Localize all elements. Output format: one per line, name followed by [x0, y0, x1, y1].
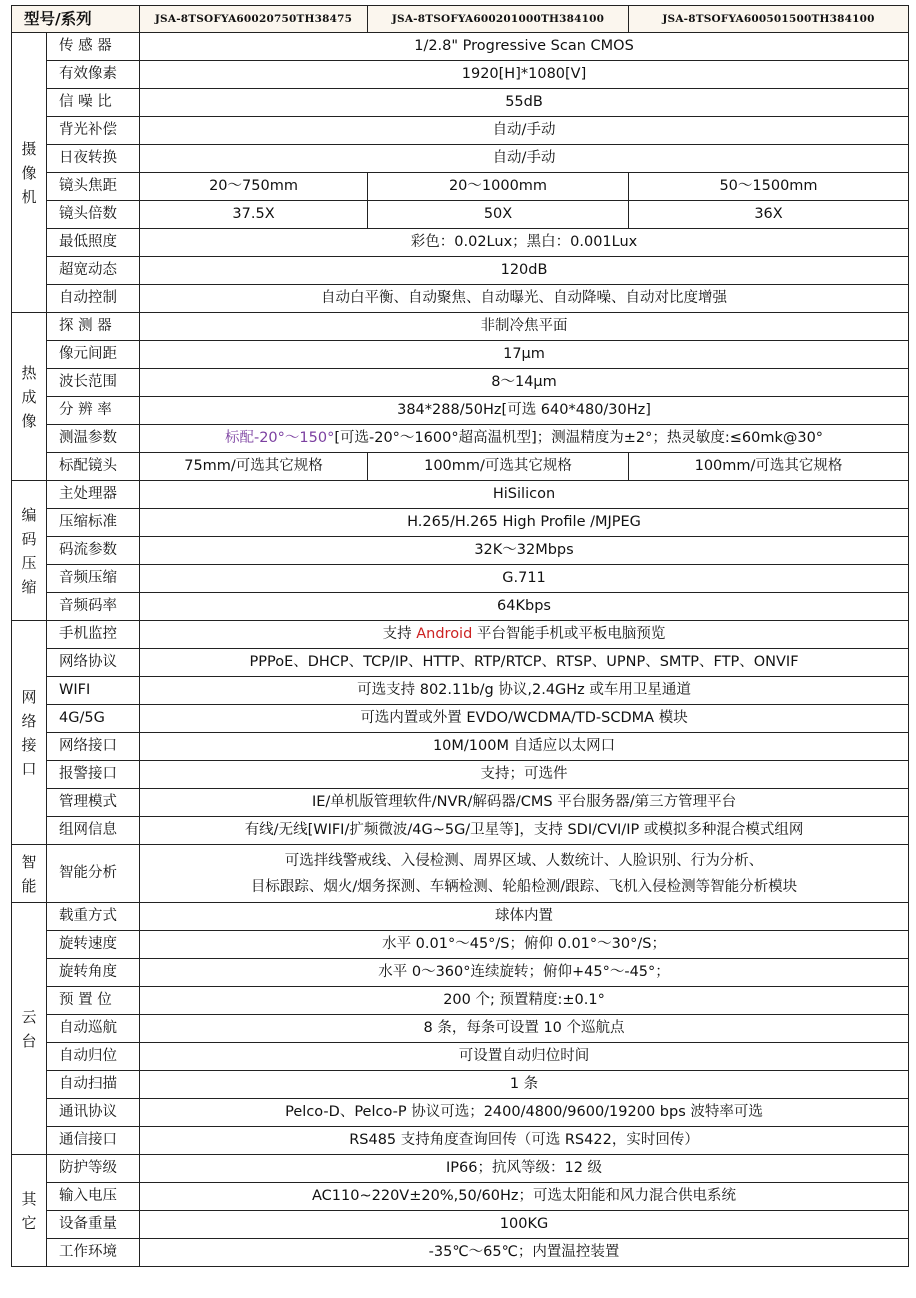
row-value-model-1: 75mm/可选其它规格	[140, 453, 368, 481]
row-label: 自动归位	[47, 1043, 140, 1071]
row-label: WIFI	[47, 677, 140, 705]
row-label: 管理模式	[47, 789, 140, 817]
table-row	[12, 1155, 909, 1183]
row-value: PPPoE、DHCP、TCP/IP、HTTP、RTP/RTCP、RTSP、UPNP、SMTP、FTP、ONVIF	[140, 649, 909, 677]
table-row	[12, 789, 909, 817]
row-value: 8～14μm	[140, 369, 909, 397]
table-row	[12, 145, 909, 173]
section-other-title: 其 它	[12, 1155, 47, 1267]
row-value: 球体内置	[140, 903, 909, 931]
row-value-model-1: 20～750mm	[140, 173, 368, 201]
table-row	[12, 425, 909, 453]
row-label: 压缩标准	[47, 509, 140, 537]
row-label: 日夜转换	[47, 145, 140, 173]
table-row	[12, 987, 909, 1015]
row-label: 手机监控	[47, 621, 140, 649]
table-row	[12, 1099, 909, 1127]
row-label: 工作环境	[47, 1239, 140, 1267]
row-value: 17μm	[140, 341, 909, 369]
row-value-model-2: 100mm/可选其它规格	[368, 453, 629, 481]
table-row	[12, 817, 909, 845]
row-value: H.265/H.265 High Profile /MJPEG	[140, 509, 909, 537]
section-encoding-title: 编 码 压 缩	[12, 481, 47, 621]
row-label: 码流参数	[47, 537, 140, 565]
table-row	[12, 1127, 909, 1155]
row-label: 最低照度	[47, 229, 140, 257]
row-value: 1920[H]*1080[V]	[140, 61, 909, 89]
table-row	[12, 537, 909, 565]
table-row	[12, 257, 909, 285]
table-row	[12, 959, 909, 987]
row-label: 测温参数	[47, 425, 140, 453]
row-value-model-3: 50～1500mm	[629, 173, 909, 201]
row-label: 分 辨 率	[47, 397, 140, 425]
section-network-title: 网 络 接 口	[12, 621, 47, 845]
row-label: 防护等级	[47, 1155, 140, 1183]
row-label: 超宽动态	[47, 257, 140, 285]
row-label: 预 置 位	[47, 987, 140, 1015]
table-row	[12, 61, 909, 89]
table-row	[12, 1183, 909, 1211]
section-ptz-title: 云 台	[12, 903, 47, 1155]
section-camera-title: 摄 像 机	[12, 33, 47, 313]
table-row	[12, 117, 909, 145]
table-row	[12, 565, 909, 593]
table-row	[12, 593, 909, 621]
row-label: 音频压缩	[47, 565, 140, 593]
table-row	[12, 33, 909, 61]
row-label: 智能分析	[47, 845, 140, 903]
row-value: 384*288/50Hz[可选 640*480/30Hz]	[140, 397, 909, 425]
spec-table	[11, 5, 909, 1267]
table-row	[12, 1239, 909, 1267]
row-value: 1 条	[140, 1071, 909, 1099]
row-label: 4G/5G	[47, 705, 140, 733]
section-thermal-title: 热 成 像	[12, 313, 47, 481]
table-row	[12, 621, 909, 649]
table-row	[12, 677, 909, 705]
temp-standard-range: 标配-20°～150°	[224, 430, 335, 446]
row-value: 64Kbps	[140, 593, 909, 621]
row-value: 支持；可选件	[140, 761, 909, 789]
row-label: 探 测 器	[47, 313, 140, 341]
row-value: 100KG	[140, 1211, 909, 1239]
temp-details: [可选-20°～1600°超高温机型]；测温精度为±2°；热灵敏度:≤60mk@30°	[334, 430, 824, 446]
section-smart-title: 智 能	[12, 845, 47, 903]
row-value: 55dB	[140, 89, 909, 117]
table-row	[12, 397, 909, 425]
row-value: 8 条，每条可设置 10 个巡航点	[140, 1015, 909, 1043]
row-value: Pelco-D、Pelco-P 协议可选；2400/4800/9600/19200 bps 波特率可选	[140, 1099, 909, 1127]
table-row	[12, 931, 909, 959]
row-label: 网络协议	[47, 649, 140, 677]
row-value: 可选内置或外置 EVDO/WCDMA/TD-SCDMA 模块	[140, 705, 909, 733]
row-label: 载重方式	[47, 903, 140, 931]
table-row	[12, 369, 909, 397]
table-row	[12, 1071, 909, 1099]
row-value: IE/单机版管理软件/NVR/解码器/CMS 平台服务器/第三方管理平台	[140, 789, 909, 817]
row-label: 通讯协议	[47, 1099, 140, 1127]
model-header-3: JSA-8TSOFYA600501500TH384100	[629, 6, 909, 33]
row-value: 10M/100M 自适应以太网口	[140, 733, 909, 761]
row-value: 水平 0.01°～45°/S；俯仰 0.01°～30°/S；	[140, 931, 909, 959]
row-value: HiSilicon	[140, 481, 909, 509]
row-value: 1/2.8" Progressive Scan CMOS	[140, 33, 909, 61]
table-row	[12, 285, 909, 313]
table-row	[12, 733, 909, 761]
table-row	[12, 1015, 909, 1043]
header-row	[12, 6, 909, 33]
table-row	[12, 845, 909, 903]
row-value: AC110~220V±20%,50/60Hz；可选太阳能和风力混合供电系统	[140, 1183, 909, 1211]
table-row	[12, 705, 909, 733]
row-label: 镜头焦距	[47, 173, 140, 201]
row-value: 彩色：0.02Lux；黑白：0.001Lux	[140, 229, 909, 257]
row-label: 网络接口	[47, 733, 140, 761]
table-row	[12, 341, 909, 369]
row-label: 标配镜头	[47, 453, 140, 481]
row-value: 非制冷焦平面	[140, 313, 909, 341]
row-value-model-1: 37.5X	[140, 201, 368, 229]
row-value: 32K～32Mbps	[140, 537, 909, 565]
row-label: 自动扫描	[47, 1071, 140, 1099]
row-value: RS485 支持角度查询回传（可选 RS422，实时回传）	[140, 1127, 909, 1155]
row-value: 自动/手动	[140, 117, 909, 145]
row-label: 组网信息	[47, 817, 140, 845]
row-label: 输入电压	[47, 1183, 140, 1211]
row-label: 传 感 器	[47, 33, 140, 61]
row-value: 200 个; 预置精度:±0.1°	[140, 987, 909, 1015]
row-value-model-3: 100mm/可选其它规格	[629, 453, 909, 481]
table-row	[12, 453, 909, 481]
row-value: IP66；抗风等级：12 级	[140, 1155, 909, 1183]
row-label: 旋转速度	[47, 931, 140, 959]
row-value-model-2: 50X	[368, 201, 629, 229]
model-header-2: JSA-8TSOFYA600201000TH384100	[368, 6, 629, 33]
row-value-model-2: 20～1000mm	[368, 173, 629, 201]
table-row	[12, 903, 909, 931]
row-value: 可选支持 802.11b/g 协议,2.4GHz 或车用卫星通道	[140, 677, 909, 705]
table-row	[12, 89, 909, 117]
row-label: 波长范围	[47, 369, 140, 397]
model-header-1: JSA-8TSOFYA60020750TH38475	[140, 6, 368, 33]
analysis-line-2: 目标跟踪、烟火/烟务探测、车辆检测、轮船检测/跟踪、飞机入侵检测等智能分析模块	[250, 878, 798, 895]
row-value: G.711	[140, 565, 909, 593]
row-label: 旋转角度	[47, 959, 140, 987]
row-label: 背光补偿	[47, 117, 140, 145]
row-value: -35℃～65℃；内置温控装置	[140, 1239, 909, 1267]
row-value: 120dB	[140, 257, 909, 285]
row-value: 自动白平衡、自动聚焦、自动曝光、自动降噪、自动对比度增强	[140, 285, 909, 313]
row-label: 像元间距	[47, 341, 140, 369]
row-label: 有效像素	[47, 61, 140, 89]
table-row	[12, 1211, 909, 1239]
table-row	[12, 1043, 909, 1071]
table-row	[12, 761, 909, 789]
android-highlight: Android	[416, 626, 473, 642]
row-label: 通信接口	[47, 1127, 140, 1155]
row-value	[140, 425, 909, 453]
row-label: 自动巡航	[47, 1015, 140, 1043]
table-row	[12, 201, 909, 229]
row-label: 信 噪 比	[47, 89, 140, 117]
table-row	[12, 313, 909, 341]
table-row	[12, 481, 909, 509]
row-label: 主处理器	[47, 481, 140, 509]
table-row	[12, 173, 909, 201]
row-value	[140, 845, 909, 903]
series-header: 型号/系列	[12, 6, 140, 33]
row-label: 音频码率	[47, 593, 140, 621]
row-value-model-3: 36X	[629, 201, 909, 229]
row-label: 设备重量	[47, 1211, 140, 1239]
row-value: 自动/手动	[140, 145, 909, 173]
analysis-line-1: 可选拌线警戒线、入侵检测、周界区域、人数统计、人脸识别、行为分析、	[284, 852, 764, 869]
row-label: 自动控制	[47, 285, 140, 313]
row-label: 镜头倍数	[47, 201, 140, 229]
row-label: 报警接口	[47, 761, 140, 789]
table-row	[12, 509, 909, 537]
table-row	[12, 229, 909, 257]
row-value: 支持 Android 平台智能手机或平板电脑预览	[140, 621, 909, 649]
row-value: 水平 0～360°连续旋转；俯仰+45°～-45°；	[140, 959, 909, 987]
table-row	[12, 649, 909, 677]
row-value: 有线/无线[WIFI/扩频微波/4G~5G/卫星等]，支持 SDI/CVI/IP 或模拟多种混合模式组网	[140, 817, 909, 845]
row-value: 可设置自动归位时间	[140, 1043, 909, 1071]
